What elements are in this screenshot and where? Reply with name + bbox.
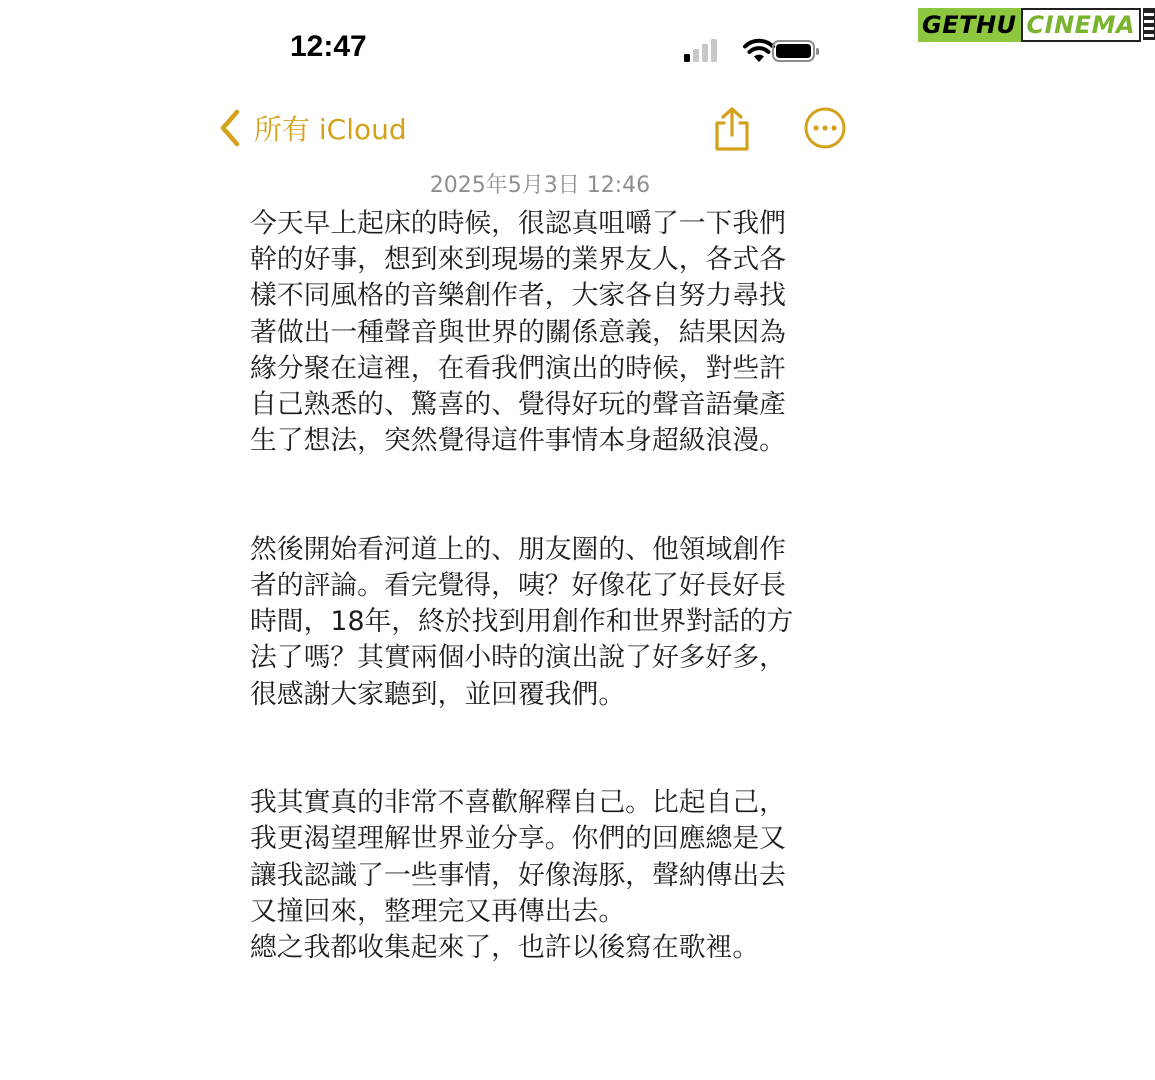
note-line: 我更渴望理解世界並分享。你們的回應總是又 [250,823,786,855]
note-line: 時間，18年，終於找到用創作和世界對話的方 [250,606,794,638]
paragraph-gap [250,713,850,785]
note-line: 讓我認識了一些事情，好像海豚，聲納傳出去 [250,859,786,891]
share-icon [710,106,754,152]
note-line: 我其實真的非常不喜歡解釋自己。比起自己， [250,787,786,819]
note-line: 今天早上起床的時候，很認真咀嚼了一下我們 [250,208,786,239]
back-button-label: 所有 iCloud [254,113,407,146]
watermark-right: CINEMA [1021,8,1141,42]
more-button[interactable] [803,106,847,150]
back-button[interactable] [218,108,407,148]
note-line: 很感謝大家聽到，並回覆我們。 [250,678,626,710]
watermark-logo [918,8,1155,42]
note-paragraph-2 [250,532,850,713]
share-button[interactable] [710,106,754,152]
note-body[interactable] [250,206,850,966]
note-line: 又撞回來，整理完又再傳出去。 [250,895,626,927]
cellular-signal-icon [684,39,717,62]
watermark-left: GETHU [918,8,1021,42]
note-paragraph-1 [250,206,850,459]
wifi-icon [745,41,773,62]
note-date: 2025年5月3日 12:46 [429,173,651,198]
status-icons [684,34,824,66]
note-line: 總之我都收集起來了，也許以後寫在歌裡。 [250,932,760,964]
note-line: 法了嗎？其實兩個小時的演出說了好多好多， [250,642,786,674]
note-line: 者的評論。看完覺得，咦？好像花了好長好長 [250,570,786,602]
chevron-left-icon [218,108,242,148]
film-strip-icon [1143,8,1155,40]
paragraph-gap [250,459,850,531]
note-paragraph-3 [250,785,850,966]
more-icon [803,106,847,150]
note-line: 樣不同風格的音樂創作者，大家各自努力尋找 [250,280,786,312]
note-line: 自己熟悉的、驚喜的、覺得好玩的聲音語彙產 [250,389,786,421]
note-line: 生了想法，突然覺得這件事情本身超級浪漫。 [250,425,786,457]
note-line: 著做出一種聲音與世界的關係意義，結果因為 [250,316,786,348]
status-time: 12:47 [290,30,367,63]
battery-icon [773,41,819,61]
note-line: 幹的好事，想到來到現場的業界友人，各式各 [250,244,786,276]
note-line: 然後開始看河道上的、朋友圈的、他領域創作 [250,533,786,565]
note-line: 緣分聚在這裡，在看我們演出的時候，對些許 [250,352,786,384]
